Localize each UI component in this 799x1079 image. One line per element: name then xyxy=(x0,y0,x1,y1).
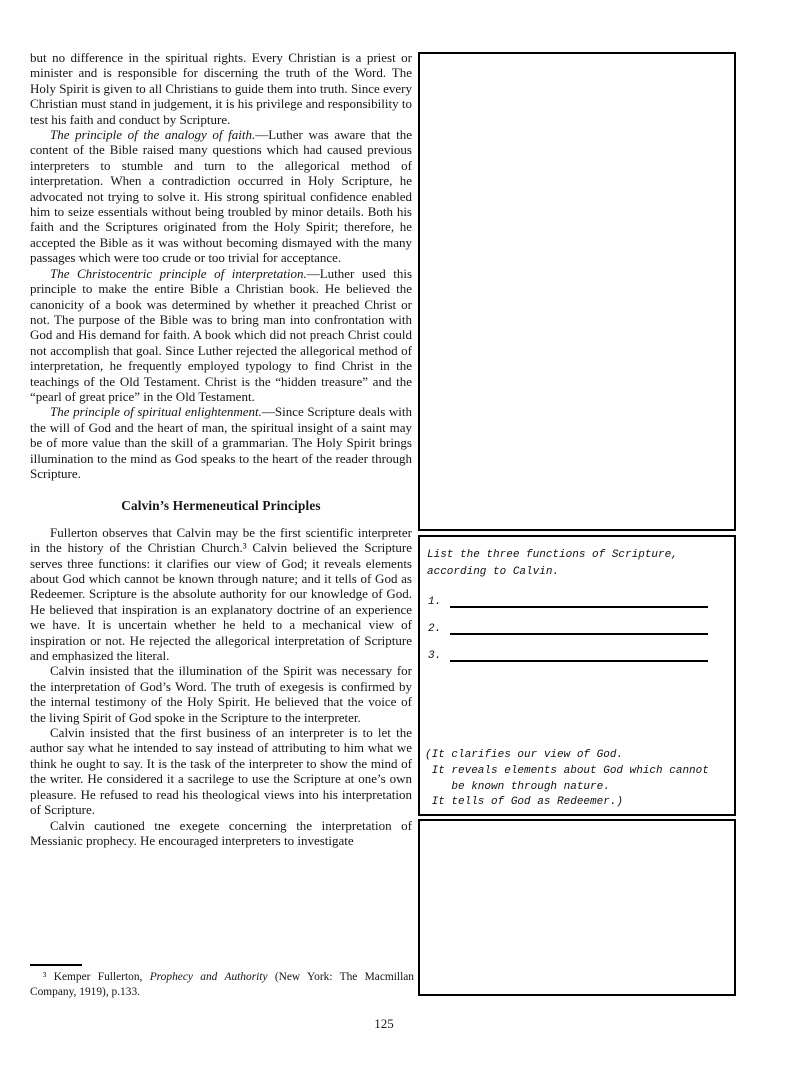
italic-text: The principle of spiritual enlightenment. xyxy=(50,404,262,420)
blank-row xyxy=(428,621,708,635)
body-text: Calvin insisted that the first business of an interpreter is to let the author say what he intended to say instead of attributing to him what we think he ought to say. It is the task of the interpreter to show the mind of the writer. He considered it a sacrilege to use the Scripture at one’s own pleasure. He refused to read his theological views into his interpretation of Scripture. xyxy=(30,725,412,818)
paragraph xyxy=(30,50,412,127)
body-text: —Luther used this principle to make the entire Bible a Christian book. He believed the canonicity of a book was determined by whether it preached Christ or not. The purpose of the Bible was to bring man into confrontation with God and His demand for faith. A book which did not preach Christ could not accomplish that goal. Since Luther rejected the allegorical method of interpretation, he frequently employed typology to find Christ in the teachings of the Old Testament. Christ is the “hidden treasure” and the “pearl of great price” in the Old Testament. xyxy=(30,265,412,404)
answer-line: be known through nature. xyxy=(425,780,610,793)
blank-number: 3. xyxy=(428,650,442,662)
printed-answer xyxy=(425,748,709,811)
question-box xyxy=(418,535,736,816)
section-heading: Calvin’s Hermeneutical Principles xyxy=(121,498,321,514)
answer-line: (It clarifies our view of God. xyxy=(425,749,624,761)
answer-blanks xyxy=(420,594,734,662)
blank-number: 1. xyxy=(428,596,442,608)
italic-text: The principle of the analogy of faith. xyxy=(50,127,256,143)
note-box-top xyxy=(418,52,736,531)
question-line: according to Calvin. xyxy=(427,566,560,578)
paragraph xyxy=(30,266,412,405)
question-line: List the three functions of Scripture, xyxy=(427,549,678,561)
footnote-divider xyxy=(30,964,82,966)
note-box-bottom xyxy=(418,819,736,996)
fill-in-line xyxy=(450,621,708,635)
body-text: —Luther was aware that the content of the Bible raised many questions which had caused previous interpreters to stumble and turn to the allegorical method of interpretation. When a contradiction occurred in Holy Scripture, he advocated not trying to solve it. His strong spiritual confidence enabled him to seize essentials without being troubled by minor details. Both his faith and the Scriptures originated from the Holy Spirit; therefore, he accepted the Bible as it was without becoming dismayed with the many passages which were too crude or too trivial for acceptance. xyxy=(30,127,412,266)
italic-text: Prophecy and Authority xyxy=(149,971,268,983)
fill-in-line xyxy=(450,648,708,662)
paragraph xyxy=(30,404,412,481)
paragraph xyxy=(30,127,412,266)
answer-line: It reveals elements about God which cannot xyxy=(425,764,709,777)
body-text: but no difference in the spiritual rights. Every Christian is a priest or minister and is responsible for discerning the truth of the Word. The Holy Spirit is given to all Christians to guide them into truth. Since every Christian must stand in judgement, it is his privilege and responsibility to test his faith and conduct by Scripture. xyxy=(30,50,412,127)
body-text: Calvin insisted that the illumination of the Spirit was necessary for the interpretation of God’s Word. The truth of exegesis is confirmed by the internal testimony of the Holy Spirit. He believed that the voice of the living Spirit of God spoke in the Scripture to the interpreter. xyxy=(30,663,412,725)
paragraph xyxy=(30,663,412,725)
body-text: ³ Kemper Fullerton, xyxy=(43,971,150,983)
left-column xyxy=(30,50,412,848)
body-text: Fullerton observes that Calvin may be the first scientific interpreter in the history of the Christian Church.³ Calvin believed the Scripture serves three functions: it clarifies our view of God; it reveals elements about God which cannot be known through nature; and it tells of God as Redeemer. Scripture is the absolute authority for our knowledge of God. He believed that inspiration is an explanatory doctrine of an experience we have. It is uncertain whether he held to a mechanical view of inspiration or not. He rejected the allegorical interpretation of Scripture and emphasized the literal. xyxy=(30,524,412,664)
paragraph xyxy=(30,525,412,664)
paragraph xyxy=(30,818,412,849)
question-text xyxy=(420,537,734,581)
page-number: 125 xyxy=(374,1016,394,1031)
blank-row xyxy=(428,648,708,662)
fill-in-line xyxy=(450,594,708,608)
blank-row xyxy=(428,594,708,608)
blank-number: 2. xyxy=(428,623,442,635)
body-text: (New York: The Macmillan Company, 1919), p.133. xyxy=(30,971,414,998)
answer-line: It tells of God as Redeemer.) xyxy=(425,796,624,809)
body-text: Calvin cautioned tne exegete concerning the interpretation of Messianic prophecy. He encouraged interpreters to investigate xyxy=(30,817,412,848)
italic-text: The Christocentric principle of interpretation. xyxy=(50,265,307,281)
footnote-text xyxy=(30,970,414,999)
paragraph xyxy=(30,725,412,817)
body-text: —Since Scripture deals with the will of God and the heart of man, the spiritual insight of a saint may be of more value than the skill of a grammarian. The Holy Spirit brings illumination to the mind as God speaks to the heart of the reader through Scripture. xyxy=(30,404,412,481)
footnote xyxy=(30,964,414,999)
